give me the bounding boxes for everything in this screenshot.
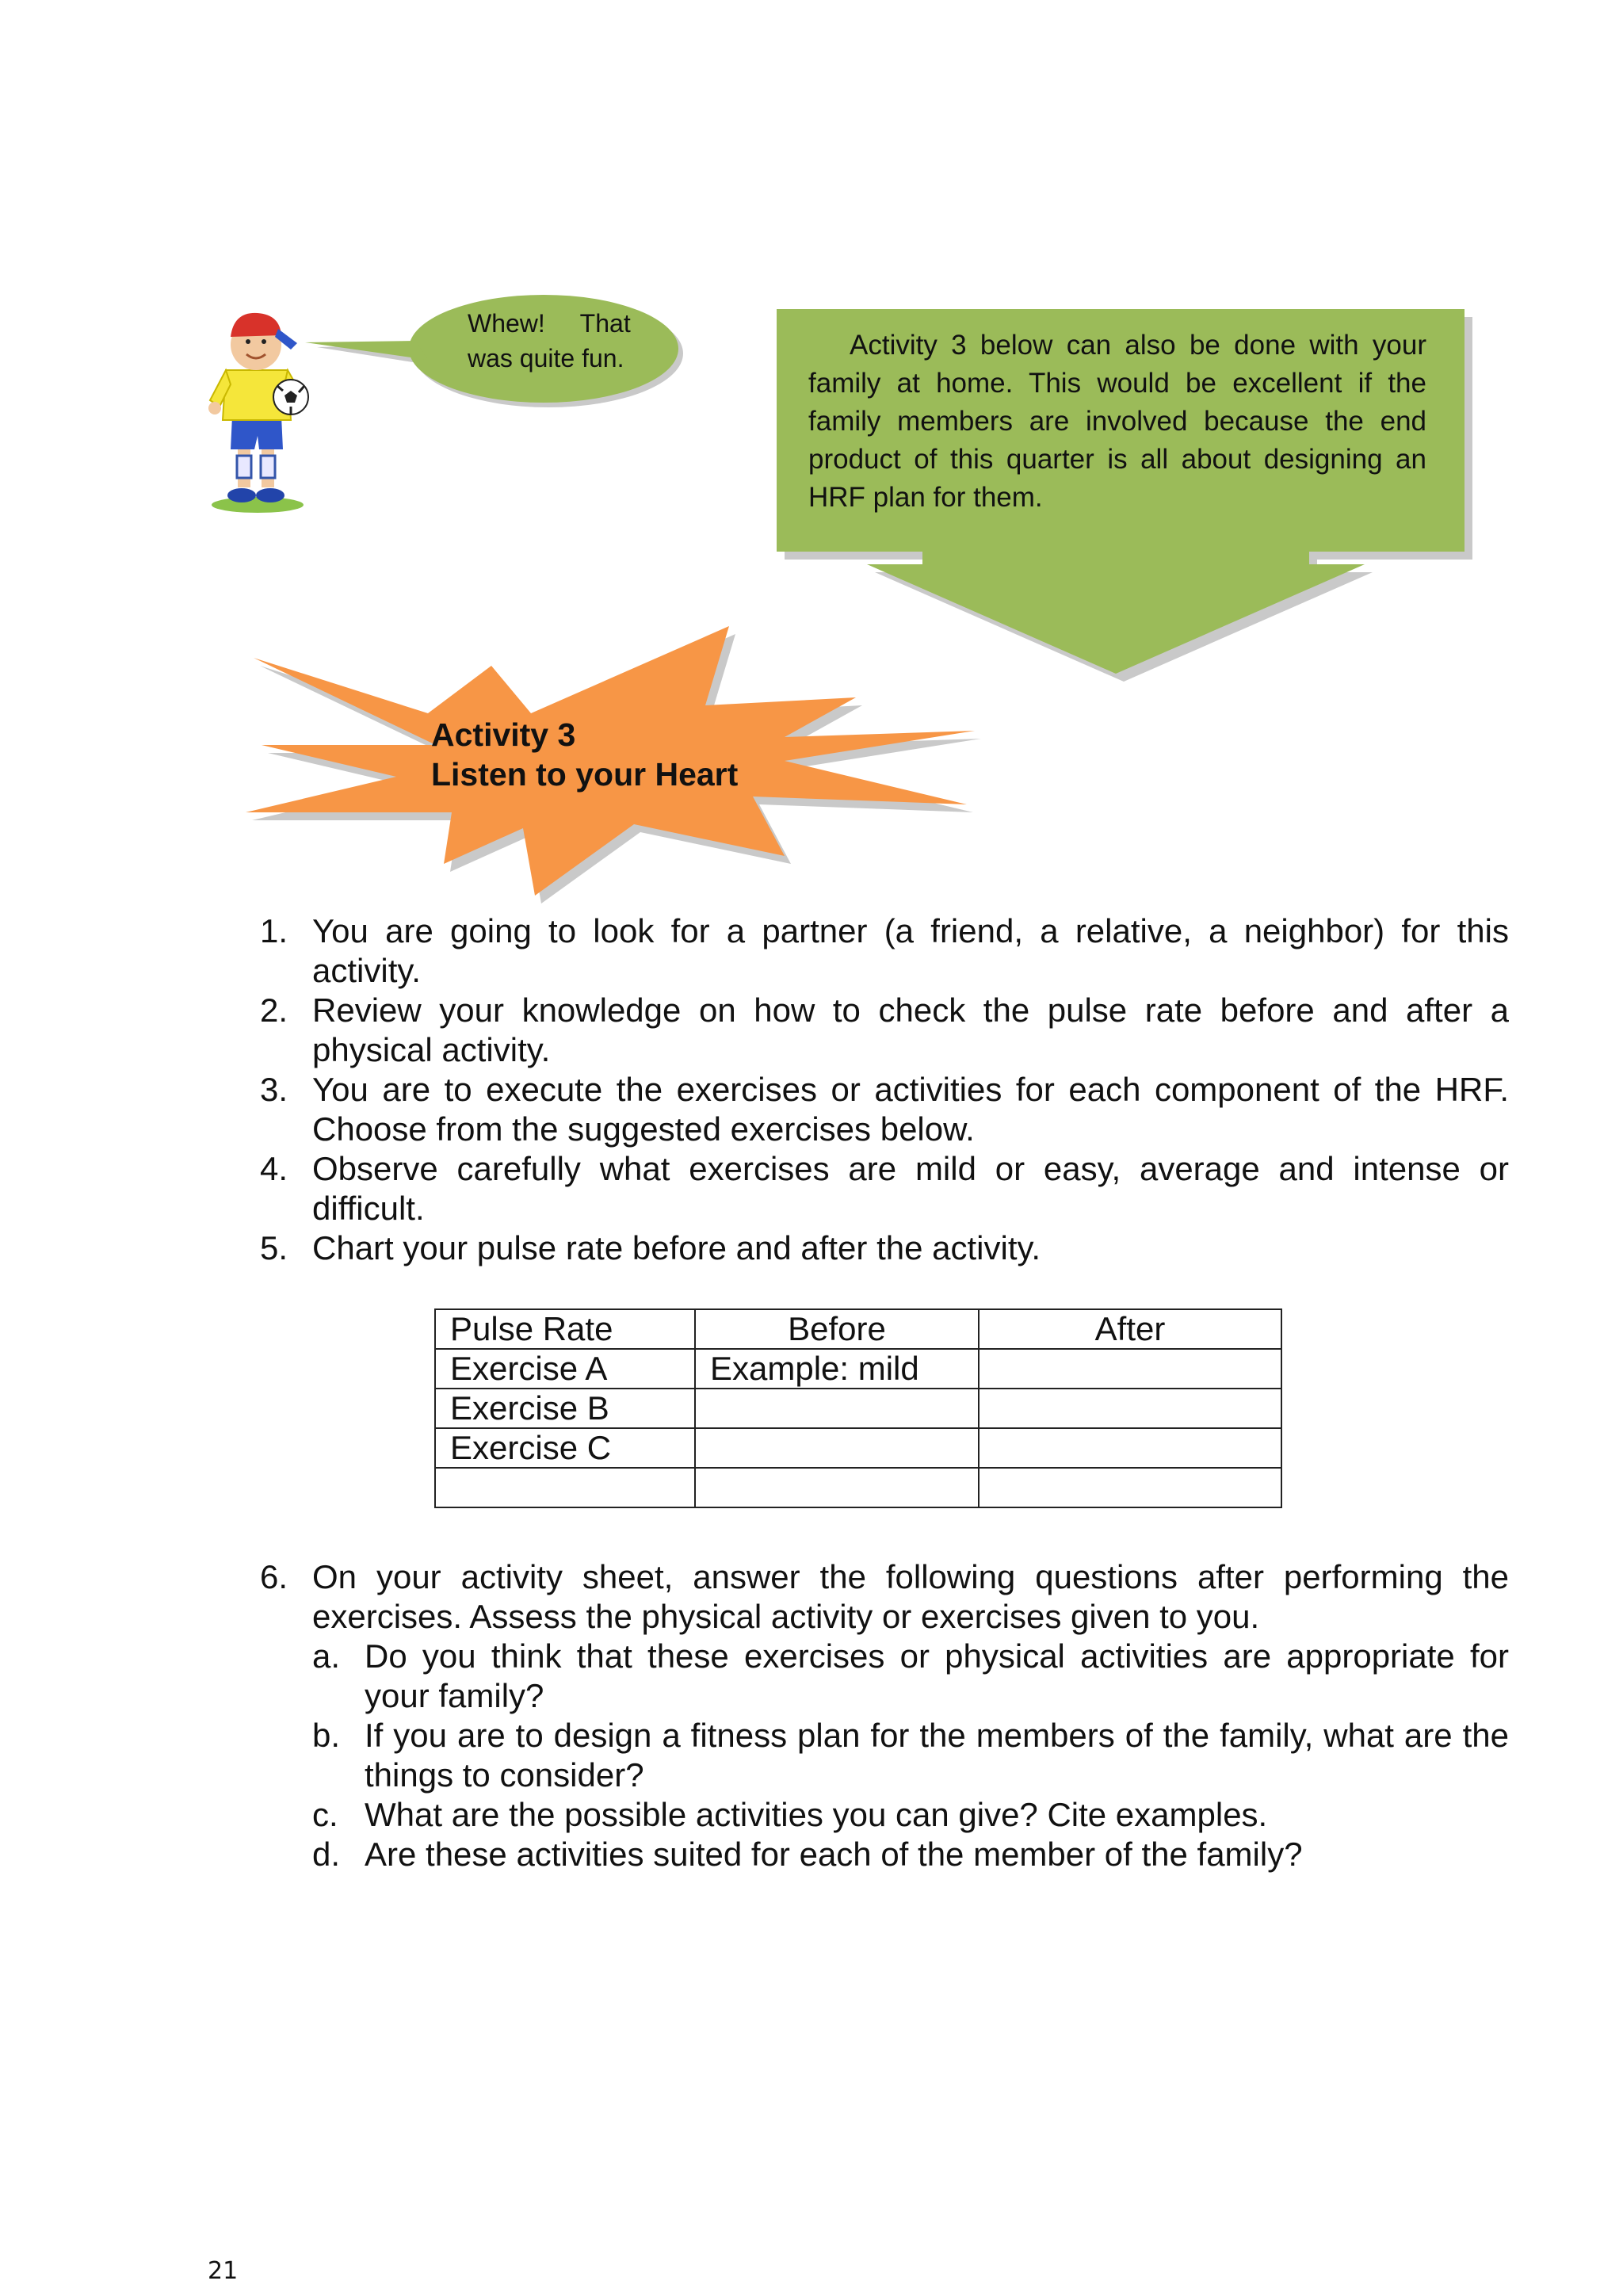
step-number: 1. bbox=[260, 912, 288, 949]
list-item bbox=[260, 1149, 1509, 1228]
header-pulse-rate: Pulse Rate bbox=[435, 1309, 695, 1349]
table-row bbox=[435, 1468, 1281, 1507]
step-text: You are to execute the exercises or activities for each component of the HRF. Choose from the suggested exercises below. bbox=[312, 1071, 1509, 1148]
step-6-block bbox=[260, 1557, 1509, 1874]
table-cell bbox=[979, 1428, 1281, 1468]
list-item bbox=[260, 991, 1509, 1070]
table-cell bbox=[979, 1349, 1281, 1389]
table-cell bbox=[979, 1389, 1281, 1428]
table-row bbox=[435, 1349, 1281, 1389]
question-list bbox=[312, 1637, 1509, 1874]
speech-bubble bbox=[301, 285, 697, 412]
activity-title: Listen to your Heart bbox=[431, 756, 739, 793]
speech-bubble-line-1: Whew! That bbox=[468, 309, 631, 338]
question-item bbox=[312, 1795, 1509, 1835]
question-text: If you are to design a fitness plan for the members of the family, what are the things to consider? bbox=[365, 1717, 1509, 1794]
activity-starburst bbox=[238, 626, 991, 911]
question-item bbox=[312, 1835, 1509, 1874]
step-number: 3. bbox=[260, 1071, 288, 1108]
question-letter: b. bbox=[312, 1717, 341, 1754]
question-text: What are the possible activities you can give? Cite examples. bbox=[365, 1796, 1268, 1833]
page-number: 21 bbox=[208, 2257, 239, 2285]
header-after: After bbox=[979, 1309, 1281, 1349]
boy-illustration bbox=[202, 297, 313, 515]
step-text: Chart your pulse rate before and after the activity. bbox=[312, 1229, 1041, 1266]
table-cell bbox=[695, 1428, 979, 1468]
table-row bbox=[435, 1428, 1281, 1468]
list-item bbox=[260, 911, 1509, 991]
question-letter: c. bbox=[312, 1796, 338, 1833]
table-row bbox=[435, 1389, 1281, 1428]
boy-drawing bbox=[202, 297, 313, 515]
list-item bbox=[260, 1070, 1509, 1149]
question-text: Are these activities suited for each of the member of the family? bbox=[365, 1836, 1303, 1873]
table-header-row bbox=[435, 1309, 1281, 1349]
speech-bubble-text bbox=[468, 306, 642, 376]
table-cell: Exercise A bbox=[435, 1349, 695, 1389]
table-cell bbox=[979, 1468, 1281, 1507]
list-item bbox=[260, 1228, 1509, 1268]
step-number: 6. bbox=[260, 1558, 288, 1595]
step-text: You are going to look for a partner (a friend, a relative, a neighbor) for this activity. bbox=[312, 912, 1509, 989]
question-item bbox=[312, 1637, 1509, 1716]
step-text: Observe carefully what exercises are mild or easy, average and intense or difficult. bbox=[312, 1150, 1509, 1227]
speech-bubble-line-2: was quite fun. bbox=[468, 344, 624, 372]
steps-list bbox=[260, 911, 1509, 1268]
table-cell bbox=[435, 1468, 695, 1507]
table-cell: Exercise B bbox=[435, 1389, 695, 1428]
step-number: 4. bbox=[260, 1150, 288, 1187]
header-before: Before bbox=[695, 1309, 979, 1349]
step-number: 5. bbox=[260, 1229, 288, 1266]
step-text: On your activity sheet, answer the following questions after performing the exercises. Assess the physical activity or exercises given to you. bbox=[312, 1558, 1509, 1635]
step-number: 2. bbox=[260, 991, 288, 1029]
table-cell: Example: mild bbox=[695, 1349, 979, 1389]
table-cell bbox=[695, 1389, 979, 1428]
table-cell: Exercise C bbox=[435, 1428, 695, 1468]
question-text: Do you think that these exercises or physical activities are appropriate for your family? bbox=[365, 1637, 1509, 1714]
step-text: Review your knowledge on how to check the pulse rate before and after a physical activity. bbox=[312, 991, 1509, 1068]
question-item bbox=[312, 1716, 1509, 1795]
activity-heading bbox=[431, 715, 738, 794]
pulse-rate-table bbox=[434, 1308, 1282, 1508]
callout-text: Activity 3 below can also be done with your family at home. This would be excellent if the family members are involved because the end product of this quarter is all about designing an HRF plan for them. bbox=[808, 330, 1426, 513]
question-letter: d. bbox=[312, 1836, 341, 1873]
list-item bbox=[260, 1557, 1509, 1637]
question-letter: a. bbox=[312, 1637, 341, 1675]
table-cell bbox=[695, 1468, 979, 1507]
activity-label: Activity 3 bbox=[431, 716, 576, 753]
